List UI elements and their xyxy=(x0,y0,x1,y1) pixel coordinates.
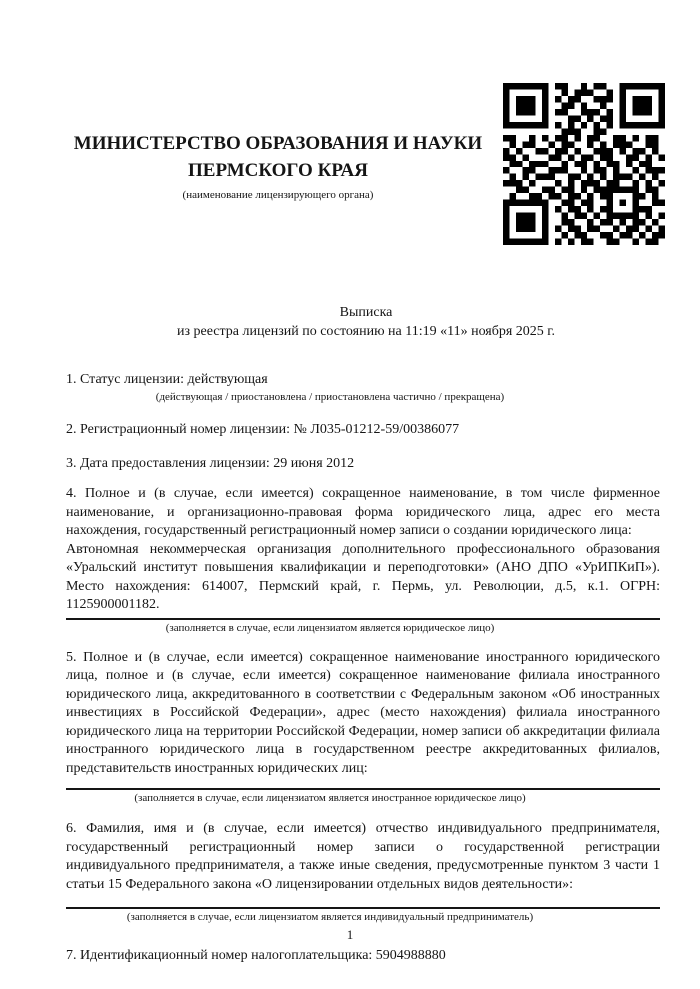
entrepreneur-divider xyxy=(66,907,660,909)
field-taxpayer-number: 7. Идентификационный номер налогоплательщика: 5904988880 xyxy=(66,948,446,963)
legal-entity-caption: (заполняется в случае, если лицензиатом является юридическое лицо) xyxy=(165,621,495,634)
licensing-authority-caption: (наименование лицензирующего органа) xyxy=(182,189,374,201)
license-status-options-caption: (действующая / приостановлена / приостановлена частично / прекращена) xyxy=(155,391,505,403)
entrepreneur-caption: (заполняется в случае, если лицензиатом является индивидуальный предприниматель) xyxy=(126,911,534,923)
extract-title: Выписка xyxy=(339,305,393,320)
foreign-entity-divider xyxy=(66,788,660,790)
licensing-authority-block xyxy=(63,130,493,202)
extract-body xyxy=(66,370,660,965)
page-number: 1 xyxy=(346,927,354,942)
qr-code-icon xyxy=(503,83,665,245)
field-foreign-entity-label: 5. Полное и (в случае, если имеется) сокращенное наименование иностранного юридического лица, полное и (в случае, если имеется) сокращенное наименование филиала иностранного юридического лица, аккредитованного в соответствии с Федеральным законом «Об иностранных инвестициях в Российской Федерации», адрес (место нахождения) филиала иностранного юридического лица на территории Российской Федерации, номер записи об аккредитации филиала иностранного юридического лица в государственном реестре аккредитованных филиалов, представительств иностранных юридических лиц: xyxy=(66,649,660,776)
legal-entity-divider xyxy=(66,618,660,620)
field-entrepreneur-label: 6. Фамилия, имя и (в случае, если имеется) отчество индивидуального предпринимателя, государственный регистрационный номер записи о государственной регистрации индивидуального предпринимателя, а также иные сведения, предусмотренные пунктом 3 части 1 статьи 15 Федерального закона «О лицензировании отдельных видов деятельности»: xyxy=(66,821,660,892)
licensing-authority-name-line1: МИНИСТЕРСТВО ОБРАЗОВАНИЯ И НАУКИ xyxy=(73,133,483,154)
extract-subtitle: из реестра лицензий по состоянию на 11:19 «11» ноября 2025 г. xyxy=(177,324,555,339)
licensing-authority-name-line2: ПЕРМСКОГО КРАЯ xyxy=(188,160,368,181)
field-license-status: 1. Статус лицензии: действующая xyxy=(66,372,268,387)
field-registration-number: 2. Регистрационный номер лицензии: № Л035-01212-59/00386077 xyxy=(66,422,460,437)
foreign-entity-caption: (заполняется в случае, если лицензиатом является иностранное юридическое лицо) xyxy=(134,792,526,804)
field-legal-entity-label: 4. Полное и (в случае, если имеется) сокращенное наименование, в том числе фирменное наименование, и организационно-правовая форма юридического лица, адрес его места нахождения, государственный регистрационный номер записи о создании юридического лица: xyxy=(66,486,660,538)
extract-title-block xyxy=(66,303,666,341)
field-grant-date: 3. Дата предоставления лицензии: 29 июня 2012 xyxy=(66,456,355,471)
field-legal-entity-value: Автономная некоммерческая организация дополнительного профессионального образования «Уральский институт повышения квалификации и переподготовки» (АНО ДПО «УрИПКиП»). Место нахождения: 614007, Пермский край, г. Пермь, ул. Революции, д.5, к.1. ОГРН: 1125900001182. xyxy=(66,541,660,612)
